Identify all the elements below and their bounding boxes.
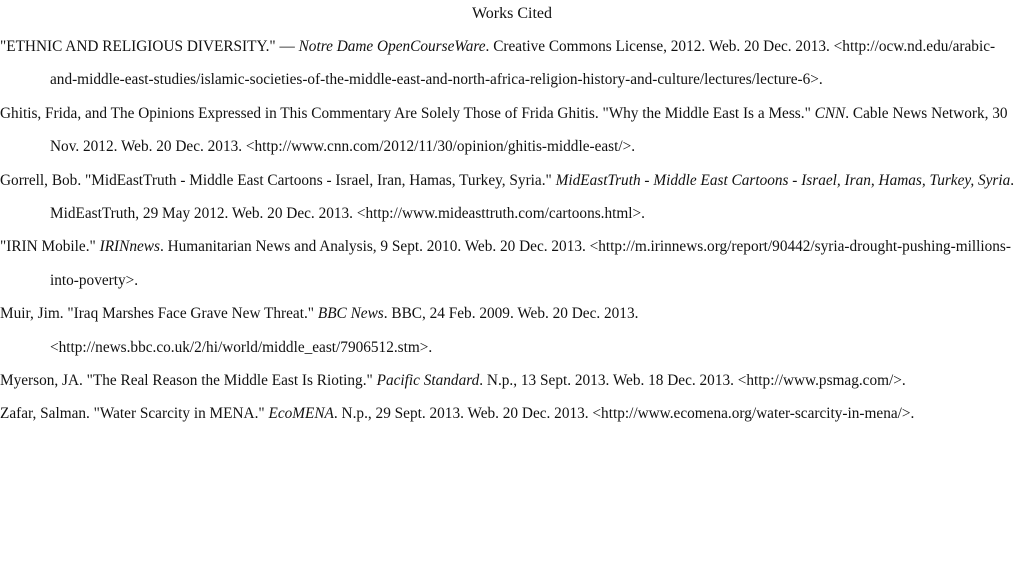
citation-entry-3 — [0, 164, 1024, 231]
citation-details: . MidEastTruth, 29 May 2012. Web. 20 Dec. 2013. <http://www.mideasttruth.com/cartoons.html>. — [50, 171, 1015, 223]
citation-text: "ETHNIC AND RELIGIOUS DIVERSITY." — — [0, 38, 299, 55]
citation-details: . Humanitarian News and Analysis, 9 Sept. 2010. Web. 20 Dec. 2013. <http://m.irinnews.org/report/90442/syria-drought-pushing-millions-into-poverty>. — [50, 238, 1011, 289]
citation-source: EcoMENA — [268, 405, 334, 423]
citation-text: Muir, Jim. "Iraq Marshes Face Grave New Threat." — [0, 305, 318, 323]
citation-entry-1 — [0, 30, 1024, 97]
citation-details: . Cable News Network, 30 Nov. 2012. Web. 20 Dec. 2013. <http://www.cnn.com/2012/11/30/opinion/ghitis-middle-east/>. — [50, 104, 1008, 156]
citation-entry-7 — [0, 397, 1024, 430]
citation-source: MidEastTruth - Middle East Cartoons - Israel, Iran, Hamas, Turkey, Syria — [555, 171, 1011, 189]
citation-details: . N.p., 13 Sept. 2013. Web. 18 Dec. 2013. <http://www.psmag.com/>. — [479, 372, 906, 390]
citation-source: Pacific Standard — [376, 372, 480, 390]
citation-entry-4 — [0, 230, 1024, 297]
citation-details: . Creative Commons License, 2012. Web. 20 Dec. 2013. <http://ocw.nd.edu/arabic-and-middle-east-studies/islamic-societies-of-the-middle-east-and-north-africa-religion-history-and-culture/lectures/lecture-6>. — [50, 38, 996, 89]
citation-source: BBC News — [317, 305, 384, 323]
citation-entry-2 — [0, 97, 1024, 164]
citation-list — [0, 30, 1024, 431]
citation-text: Myerson, JA. "The Real Reason the Middle East Is Rioting." — [0, 372, 377, 390]
citation-entry-6 — [0, 364, 1024, 397]
citation-details: . BBC, 24 Feb. 2009. Web. 20 Dec. 2013. <http://news.bbc.co.uk/2/hi/world/middle_east/7906512.stm>. — [50, 305, 639, 356]
page-title: Works Cited — [471, 5, 553, 22]
citation-source: Notre Dame OpenCourseWare — [298, 38, 486, 55]
citation-text: Gorrell, Bob. "MidEastTruth - Middle East Cartoons - Israel, Iran, Hamas, Turkey, Syria." — [0, 171, 556, 189]
citation-source: CNN — [814, 104, 846, 122]
citation-details: . N.p., 29 Sept. 2013. Web. 20 Dec. 2013. <http://www.ecomena.org/water-scarcity-in-mena/>. — [333, 405, 915, 423]
citation-entry-5 — [0, 297, 1024, 364]
citation-text: "IRIN Mobile." — [0, 238, 100, 256]
citation-source: IRINnews — [99, 238, 160, 256]
citation-text: Zafar, Salman. "Water Scarcity in MENA." — [0, 405, 269, 423]
citation-text: Ghitis, Frida, and The Opinions Expressed in This Commentary Are Solely Those of Frida Ghitis. "Why the Middle East Is a Mess." — [0, 104, 815, 122]
